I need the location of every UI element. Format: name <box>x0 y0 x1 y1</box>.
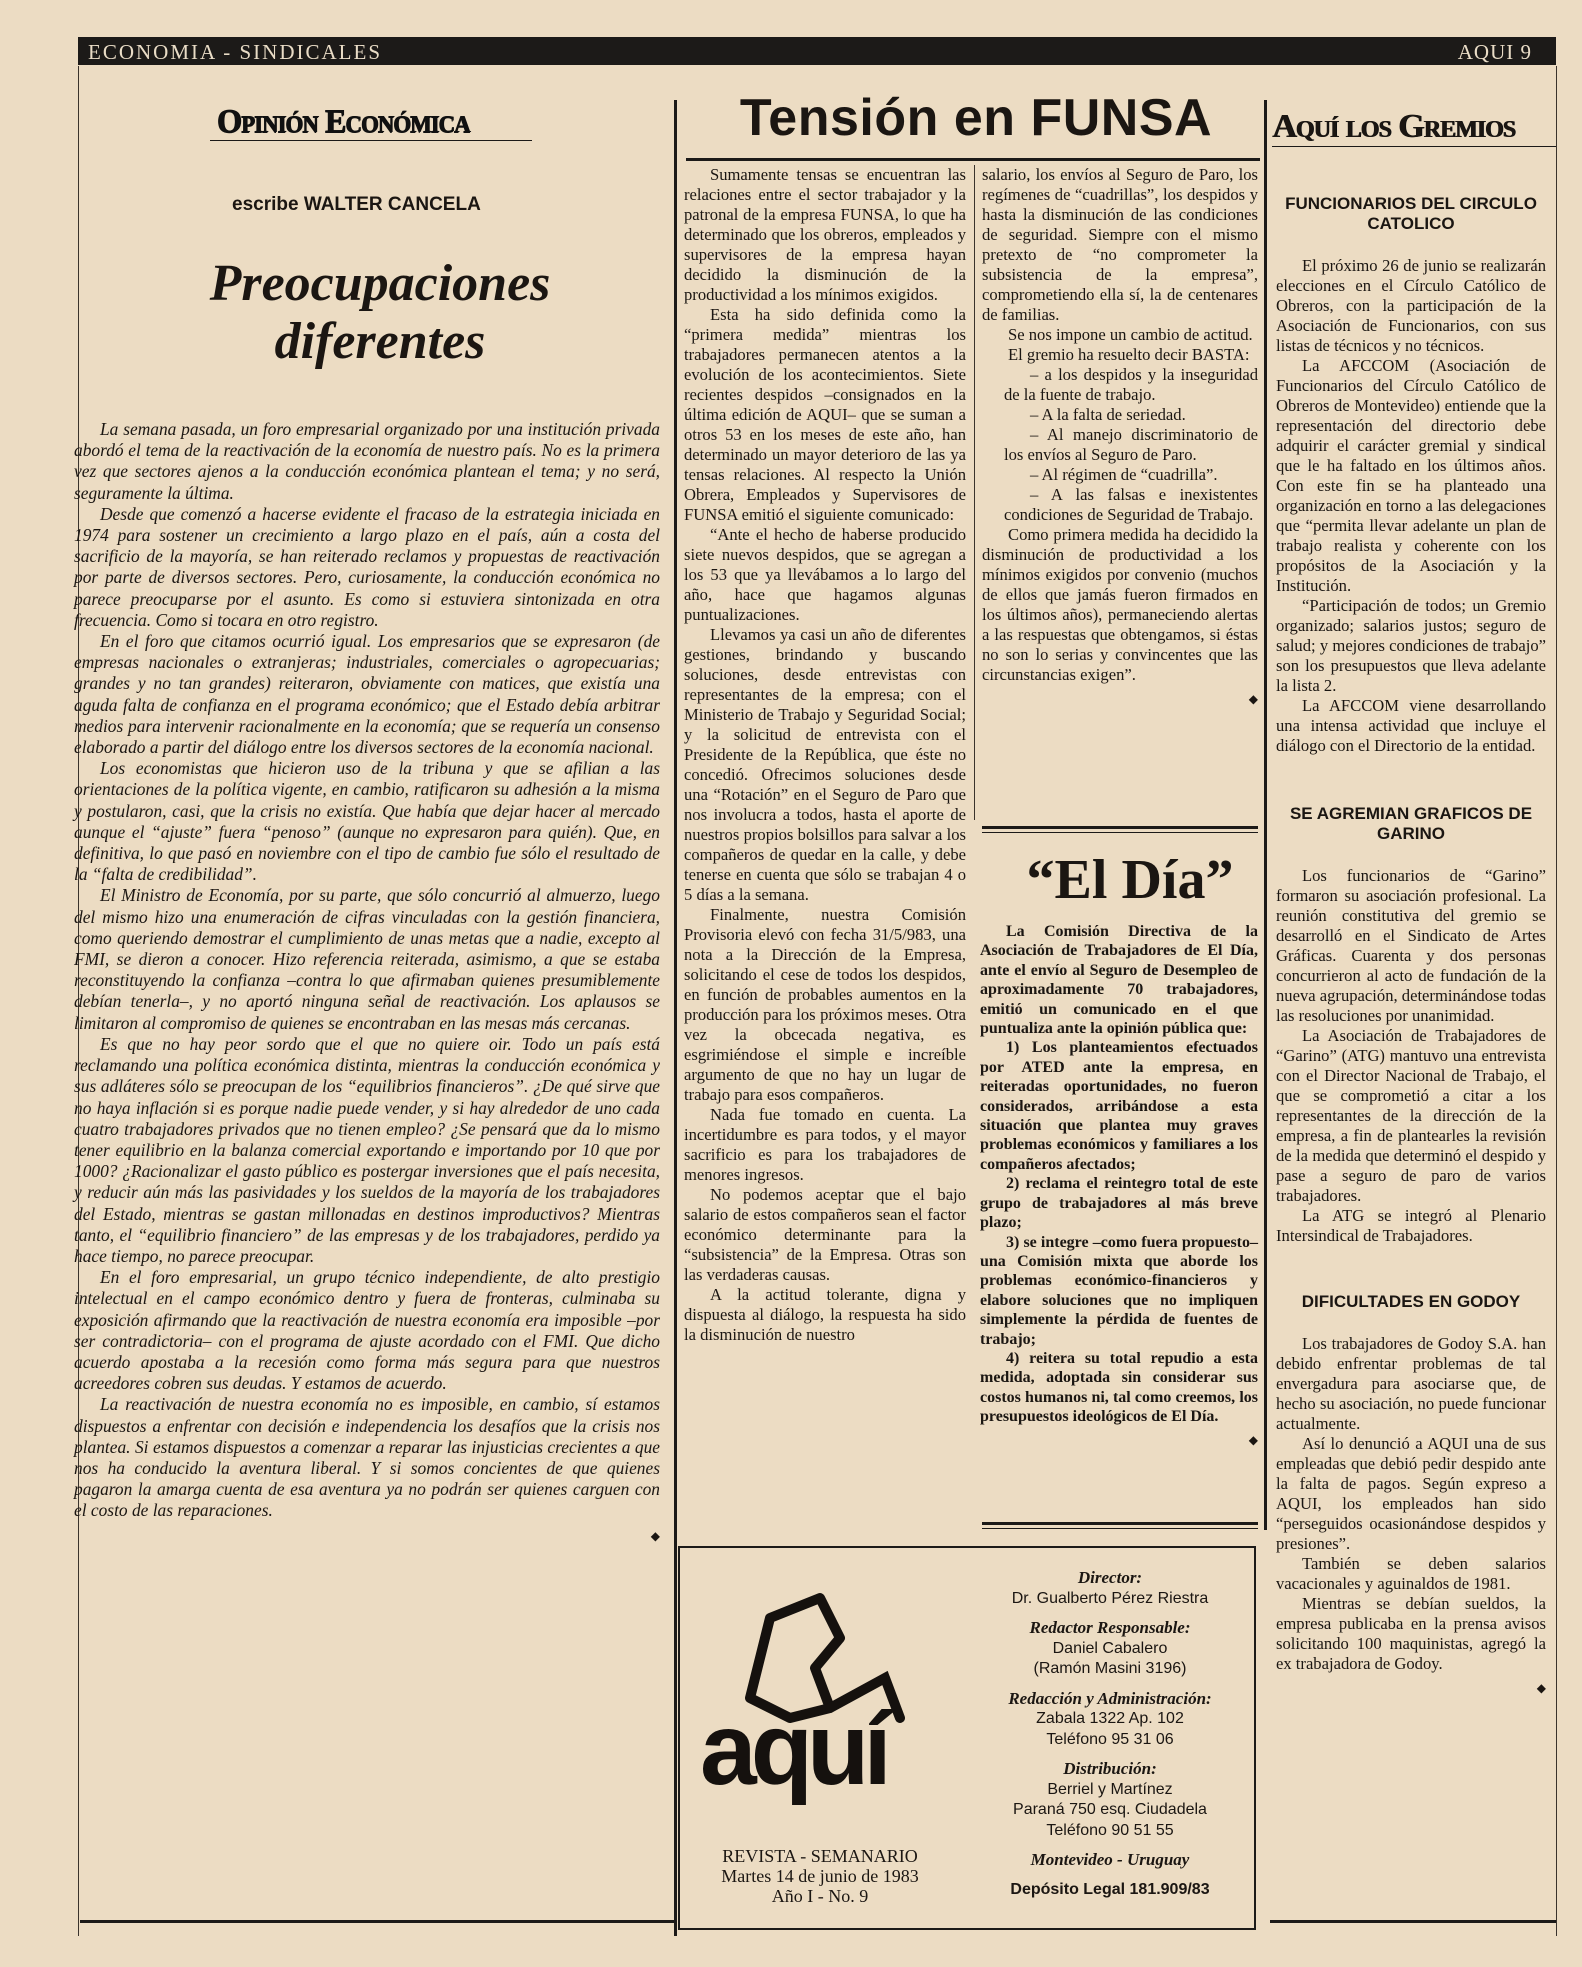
paragraph: El Ministro de Economía, por su parte, que sólo concurrió al almuerzo, luego del mismo hizo una enumeración de cifras vinculadas con la gestión financiera, como queriendo demostrar el cumplimiento de unas metas que a nadie, excepto al FMI, se dieron a conocer. Hizo referencia reiterada, asimismo, a que se estaba reconstituyendo la confianza –contra lo que afirmaban quienes presumiblemente debían tenerla–, y no aportó ninguna señal de reactivación. Los aplausos se limitaron al compromiso de quienes se encontraban en las mesas más cercanas. <box>74 885 660 1033</box>
paragraph: Sumamente tensas se encuentran las relaciones entre el sector trabajador y la patronal de la empresa FUNSA, lo que ha determinado que los obreros, empleados y supervisores de la empresa hayan decidido la disminución de la productividad a los mínimos exigidos. <box>684 165 966 304</box>
director-name: Dr. Gualberto Pérez Riestra <box>1011 1589 1209 1607</box>
end-mark-icon: ◆ <box>650 1528 660 1543</box>
section-header-bar <box>78 37 1556 65</box>
funsa-gutter <box>974 165 975 820</box>
paragraph: Los economistas que hicieron uso de la tribuna y que se afilian a las orientaciones de la política vigente, en cambio, ratificaron su adhesión a la misma y postularon, casi, que la crisis no existía. Que había que dejar hacer al mercado aunque el “ajuste” fuera “penoso” (aunque no expresaron para quién). Que, en definitiva, lo que pasó en noviembre con el tipo de cambio fue sólo el resultado de la “falta de credibilidad”. <box>74 758 660 885</box>
director-label: Director: <box>1077 1568 1143 1587</box>
list-item: – Al manejo discriminatorio de los envíos al Seguro de Paro. <box>1004 425 1258 464</box>
paragraph: El gremio ha resuelto decir BASTA: <box>1008 345 1250 364</box>
el-dia-headline: “El Día” <box>1026 849 1234 911</box>
funsa-rule <box>686 158 1260 161</box>
column-divider-2 <box>1264 100 1267 1530</box>
right-border <box>1556 66 1557 1936</box>
staff-credits <box>980 1568 1240 1900</box>
paragraph: En el foro empresarial, un grupo técnico independiente, de alto prestigio intelectual en el campo económico dentro y fuera de fronteras, culminaba su exposición afirmando que la reactivación de nuestra economía era imposible –por ser contradictoria– con el programa de ajuste acordado con el FMI. Que dicho acuerdo apostaba a la recesión como forma más segura para que nuestros acreedores cobren sus deudas. Y estamos de acuerdo. <box>74 1267 660 1394</box>
gremios-masthead: Aquí los Gremios <box>1272 108 1515 145</box>
paragraph: La Asociación de Trabajadores de “Garino” (ATG) mantuvo una entrevista con el Director Nacional de Trabajo, el que se comprometió a citar a los representantes de la dirección de la empresa, a fin de plantearles la revisión de la medida que determinó el despido y pase a seguro de paro de varios trabajadores. <box>1276 1026 1546 1205</box>
legal-deposit: Depósito Legal 181.909/83 <box>1010 1880 1210 1898</box>
column-divider-1 <box>674 100 677 1936</box>
el-dia-body <box>980 922 1258 1450</box>
section-title: ECONOMIA - SINDICALES <box>88 40 382 64</box>
paragraph: Así lo denunció a AQUI una de sus empleadas que debió pedir despido ante la falta de pagos. Según expreso a AQUI, los empleados han sido “perseguidos ocasionándose despidos y presiones”. <box>1276 1434 1546 1553</box>
publication-date: Martes 14 de junio de 1983 <box>721 1866 919 1886</box>
paragraph: Mientras se debían sueldos, la empresa publicaba en la prensa avisos solicitando 100 maquinistas, agregó la ex trabajadora de Godoy. <box>1276 1594 1546 1673</box>
end-mark-icon: ◆ <box>1248 1432 1258 1447</box>
paragraph: Nada fue tomado en cuenta. La incertidumbre es para todos, y el mayor sacrificio es para los trabajadores de menores ingresos. <box>684 1105 966 1184</box>
section-body <box>1276 866 1546 1246</box>
editor-label: Redactor Responsable: <box>1029 1618 1191 1637</box>
page-number: AQUI 9 <box>1457 40 1532 64</box>
paragraph: Los trabajadores de Godoy S.A. han debido enfrentar problemas de tal envergadura para asociarse que, de hecho su asociación, no puede funcionar actualmente. <box>1276 1334 1546 1433</box>
distributor-phone: Teléfono 90 51 55 <box>1046 1821 1174 1839</box>
publication-info <box>700 1846 940 1906</box>
paragraph: También se deben salarios vacacionales y aguinaldos de 1981. <box>1276 1554 1546 1593</box>
masthead-underline <box>210 140 532 141</box>
paragraph: Esta ha sido definida como la “primera medida” mientras los trabajadores permanecen atentos a la evolución de los acontecimientos. Siete recientes despidos –consignados en la última edición de AQUI– que se suman a otros 53 en los meses de este año, han determinado un mayor deterioro de las ya tensas relaciones. Al respecto la Unión Obrera, Empleados y Supervisores de FUNSA emitió el siguiente comunicado: <box>684 305 966 524</box>
byline: escribe WALTER CANCELA <box>232 194 481 215</box>
opinion-article-body <box>74 419 660 1546</box>
admin-phone: Teléfono 95 31 06 <box>1046 1730 1174 1748</box>
paragraph: Es que no hay peor sordo que el que no quiere oir. Todo un país está reclamando una política económica distinta, mientras la conducción económica y sus adláteres sólo se preocupan de los “equilibrios financieros”. ¿De qué sirve que no haya inflación si es porque nadie puede vender, y si hay alrededor de uno cada cuatro trabajadores privados que no tienen empleo? ¿Se pensará que da lo mismo tener equilibrio en la balanza comercial exportando e importando por 10 que por 1000? ¿Racionalizar el gasto público es postergar inversiones que el país necesita, y reducir aún más las pasividades y los sueldos de la mayoría de los trabajadores del Estado, mientras se gastan millonadas en destinos improductivos? Mientras tanto, el “equilibrio financiero” de las empresas y de los trabajadores, perdido ya hace tiempo, no parece preocupar. <box>74 1033 660 1266</box>
paragraph: Se nos impone un cambio de actitud. <box>1008 325 1253 344</box>
list-item: – Al régimen de “cuadrilla”. <box>1030 465 1218 484</box>
paragraph: En el foro que citamos ocurrió igual. Los empresarios que se expresaron (de empresas nacionales o extranjeras; industriales, comerciales o agropecuarias; grandes y no tan grandes) reiteraron, obviamente con matices, que existía una aguda falta de confianza en el programa económico; que el Estado debía arbitrar medios para intervenir racionalmente en la economía; que se requería un consenso elaborado a partir del diálogo entre los diversos sectores de la economía nacional. <box>74 631 660 758</box>
paragraph: salario, los envíos al Seguro de Paro, los regímenes de “cuadrillas”, los despidos y hasta la disminución de las condiciones de seguridad. Siempre con el mismo pretexto de “no comprometer la subsistencia de la empresa”, comprometiendo ella sí, la de centenares de familias. <box>982 165 1258 324</box>
paragraph: La ATG se integró al Plenario Intersindical de Trabajadores. <box>1276 1206 1546 1245</box>
paragraph: El próximo 26 de junio se realizarán elecciones en el Círculo Católico de Obreros, con la participación de la Asociación de Funcionarios, con sus listas de técnicos y no técnicos. <box>1276 256 1546 355</box>
distributor-address: Paraná 750 esq. Ciudadela <box>1013 1801 1207 1818</box>
paragraph: 1) Los planteamientos efectuados por ATED ante la empresa, en reiteradas oportunidades, no fueron considerados, arribándose a esta situación que plantea muy graves problemas económicos y familiares a los compañeros afectados; <box>980 1039 1258 1173</box>
el-dia-end-rule <box>982 1522 1258 1525</box>
paragraph: A la actitud tolerante, digna y dispuesta al diálogo, la respuesta ha sido la disminución de nuestro <box>684 1285 966 1344</box>
list-item: – A la falta de seriedad. <box>1030 405 1186 424</box>
article-title: Preocupaciones diferentes <box>209 255 551 370</box>
el-dia-end-rule-thin <box>982 1528 1258 1529</box>
section-heading: SE AGREMIAN GRAFICOS DE GARINO <box>1289 804 1533 843</box>
funsa-headline: Tensión en FUNSA <box>739 89 1213 147</box>
funsa-column-1 <box>684 165 966 1345</box>
section-body <box>1276 256 1546 756</box>
gremios-column <box>1276 194 1546 1698</box>
paragraph: 2) reclama el reintegro total de este grupo de trabajadores al más breve plazo; <box>980 1175 1258 1232</box>
section-body <box>1276 1334 1546 1695</box>
section-heading: DIFICULTADES EN GODOY <box>1301 1292 1521 1311</box>
admin-address: Zabala 1322 Ap. 102 <box>1036 1710 1184 1727</box>
city-label: Montevideo - Uruguay <box>1030 1850 1190 1869</box>
paragraph: Como primera medida ha decidido la disminución de productividad a los mínimos exigidos por convenio (muchos de ellos que jamás fueron firmados en los últimos años), permaneciendo alertas a las respuestas que obtengamos, si éstas no son lo serias y convincentes que las circunstancias exigen”. <box>982 525 1258 684</box>
logo-wordmark: aquí <box>700 1692 886 1806</box>
distribution-label: Distribución: <box>1063 1759 1157 1778</box>
distributor-name: Berriel y Martínez <box>1047 1780 1173 1798</box>
paragraph: La semana pasada, un foro empresarial organizado por una institución privada abordó el tema de la reactivación de la economía de nuestro país. No es la primera vez que sectores ajenos a la conducción económica plantean el tema; y no será, seguramente la última. <box>74 419 660 503</box>
paragraph: “Ante el hecho de haberse producido siete nuevos despidos, que se agregan a los 53 que ya llevábamos a lo largo del año, hace que hagamos algunas puntualizaciones. <box>684 525 966 624</box>
funsa-end-rule-thin <box>982 832 1258 833</box>
paragraph: La reactivación de nuestra economía no es imposible, en cambio, sí estamos dispuestos a enfrentar con decisión e independencia los desafíos que la crisis nos plantea. Si estamos dispuestos a comenzar a reparar las injusticias crecientes a que nos ha conducido la aventura liberal. Y si somos concientes de que quienes pagaron la amarga cuenta de esa aventura ya no podrán ser quienes carguen con el costo de las reparaciones. <box>74 1394 660 1521</box>
editor-address: (Ramón Masini 3196) <box>1033 1660 1187 1677</box>
gremios-underline <box>1272 146 1556 147</box>
paragraph: 3) se integre –como fuera propuesto– una Comisión mixta que aborde los problemas económico-financieros y elabore soluciones que no impliquen simplemente la pérdida de fuentes de trabajo; <box>980 1233 1258 1348</box>
paragraph: Desde que comenzó a hacerse evidente el fracaso de la estrategia iniciada en 1974 para sostener un crecimiento a largo plazo en el país, aún a costa del sacrificio de la mayoría, se han reiterado reclamos y propuestas de reactivación por parte de diversos sectores. Pero, curiosamente, la conducción económica no parece preocuparse por el asunto. Es como si estuviera sintonizada en otra frecuencia. Como si tocara en otro registro. <box>74 503 660 630</box>
staff-box <box>678 1546 1256 1930</box>
bottom-rule-left <box>80 1920 674 1923</box>
list-item: – A las falsas e inexistentes condiciones de Seguridad de Trabajo. <box>1004 485 1258 524</box>
list-item: – a los despidos y la inseguridad de la fuente de trabajo. <box>1004 365 1258 404</box>
paragraph: Finalmente, nuestra Comisión Provisoria elevó con fecha 31/5/983, una nota a la Dirección de la Empresa, solicitando el cese de todos los despidos, en función de probables aumentos en la producción para los próximos meses. Otra vez la obcecada negativa, es esgrimiéndose el simple e increíble argumento de que no hay un lugar de trabajo para esos compañeros. <box>684 905 966 1104</box>
paragraph: La AFCCOM viene desarrollando una intensa actividad que incluye el diálogo con el Directorio de la entidad. <box>1276 696 1546 755</box>
section-heading: FUNCIONARIOS DEL CIRCULO CATOLICO <box>1285 194 1537 233</box>
editor-name: Daniel Cabalero <box>1052 1639 1168 1657</box>
admin-label: Redacción y Administración: <box>1008 1688 1212 1708</box>
funsa-column-2 <box>982 165 1258 709</box>
paragraph: No podemos aceptar que el bajo salario de estos compañeros sean el factor económico determinante para la “subsistencia” de la Empresa. Otras son las verdaderas causas. <box>684 1185 966 1284</box>
end-mark-icon: ◆ <box>1536 1681 1546 1695</box>
bottom-rule-right <box>1270 1920 1556 1923</box>
paragraph: “Participación de todos; un Gremio organizado; salarios justos; seguro de salud; y mejores condiciones de trabajo” son los presupuestos que lleva adelante la lista 2. <box>1276 596 1546 695</box>
funsa-end-rule <box>982 826 1258 829</box>
paragraph: Llevamos ya casi un año de diferentes gestiones, brindando y buscando soluciones, desde entrevistas con representantes de la empresa; con el Ministerio de Trabajo y Seguridad Social; y la solicitud de entrevista con el Presidente de la República, que éste no concedió. Ofrecimos soluciones desde una “Rotación” en el Seguro de Paro que nos involucra a todos, hasta el aporte de nuestros propios bolsillos para salvar a los compañeros de quedar en la calle, y debe tenerse en cuenta que sólo se trabajan 4 o 5 días a la semana. <box>684 625 966 904</box>
paragraph: La Comisión Directiva de la Asociación de Trabajadores de El Día, ante el envío al Seguro de Desempleo de aproximadamente 70 trabajadores, emitió un comunicado en el que puntualiza ante la opinión pública que: <box>980 923 1258 1038</box>
publication-issue: Año I - No. 9 <box>771 1886 869 1906</box>
paragraph: La AFCCOM (Asociación de Funcionarios del Círculo Católico de Obreros de Montevideo) entiende que la representación del directorio debe adquirir el carácter gremial y sindical que le ha faltado en los últimos años. Con este fin se ha planteado una organización en torno a las delegaciones que “permita llevar adelante un plan de trabajo realista y coherente con los propósitos de la Asociación y la Institución. <box>1276 356 1546 595</box>
end-mark-icon: ◆ <box>1248 692 1258 706</box>
paragraph: Los funcionarios de “Garino” formaron su asociación profesional. La reunión constitutiva del gremio se desarrolló en el Sindicato de Artes Gráficas. Cuarenta y dos personas concurrieron al acto de fundación de la nueva agrupación, determinándose todas las resoluciones por unanimidad. <box>1276 866 1547 1025</box>
opinion-masthead: Opinión Económica <box>216 103 470 140</box>
publication-type: REVISTA - SEMANARIO <box>722 1846 918 1866</box>
paragraph: 4) reitera su total repudio a esta medida, adoptada sin considerar sus costos humanos ni, tal como creemos, los presupuestos ideológicos de El Día. <box>980 1349 1258 1426</box>
